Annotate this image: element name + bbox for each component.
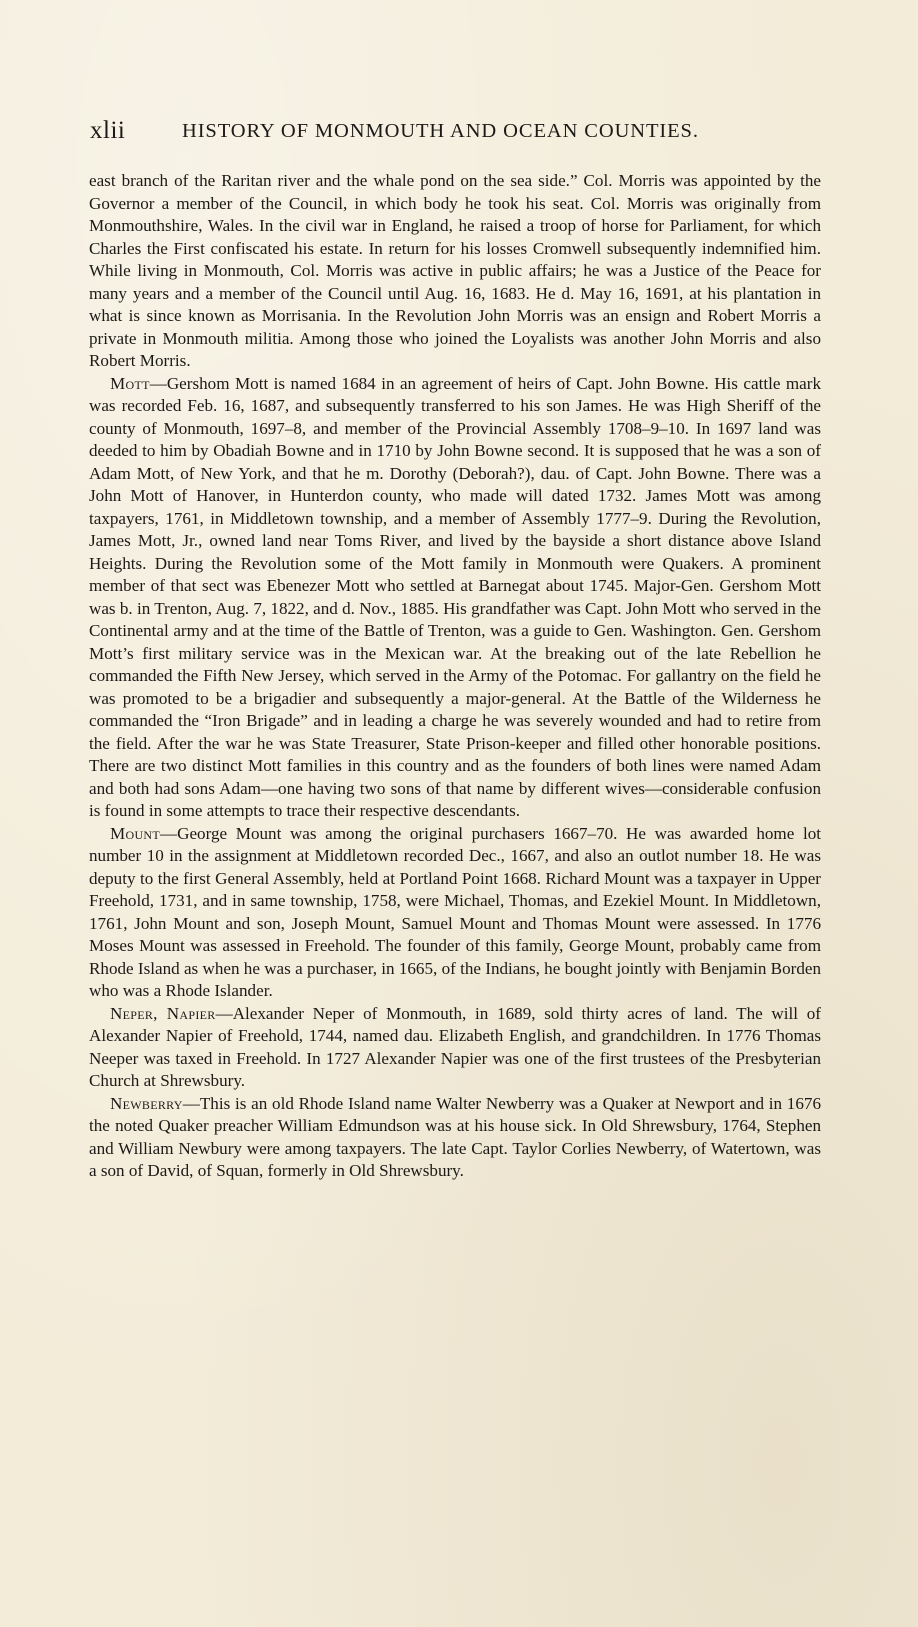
page-number: xlii [90,117,126,144]
entry-heading-mount: Mount [110,823,161,843]
entry-mott [89,373,821,823]
page-header [90,117,820,149]
entry-newberry [89,1093,821,1183]
entry-mount [89,823,821,1003]
entry-text-newberry: —This is an old Rhode Island name Walter Newberry was a Quaker at Newport and in 1676 the noted Quaker preacher William Edmundson was at his house sick. In Old Shrewsbury, 1764, Stephen and William Newbury were among taxpayers. The late Capt. Taylor Corlies Newberry, of Watertown, was a son of David, of Squan, formerly in Old Shrewsbury. [89,1093,821,1180]
entry-text-mount: —George Mount was among the original purchasers 1667–70. He was awarded home lot number 10 in the assignment at Middletown recorded Dec., 1667, and also an outlot number 18. He was deputy to the first General Assembly, held at Portland Point 1668. Richard Mount was a taxpayer in Upper Freehold, 1731, and in same township, 1758, were Michael, Thomas, and Ezekiel Mount. In Middletown, 1761, John Mount and son, Joseph Mount, Samuel Mount and Thomas Mount were assessed. In 1776 Moses Mount was assessed in Freehold. The founder of this family, George Mount, probably came from Rhode Island as when he was a purchaser, in 1665, of the Indians, he bought jointly with Benjamin Borden who was a Rhode Islander. [89,823,821,1000]
entry-heading-newberry: Newberry [110,1093,183,1113]
entry-neper [89,1003,821,1093]
paragraph-morris-continued: east branch of the Raritan river and the whale pond on the sea side.” Col. Morris was appointed by the Governor a member of the Council, in which body he took his seat. Col. Morris was originally from Monmouthshire, Wales. In the civil war in England, he raised a troop of horse for Parliament, for which Charles the First confiscated his estate. In return for his losses Cromwell subsequently indemnified him. While living in Monmouth, Col. Morris was active in public affairs; he was a Justice of the Peace for many years and a member of the Council until Aug. 16, 1683. He d. May 16, 1691, at his plantation in what is since known as Morrisania. In the Revolution John Morris was an ensign and Robert Morris a private in Monmouth militia. Among those who joined the Loyalists was another John Morris and also Robert Morris. [89,171,821,370]
body-text [89,170,821,1183]
running-head: HISTORY OF MONMOUTH AND OCEAN COUNTIES. [182,120,699,142]
entry-text-mott: —Gershom Mott is named 1684 in an agreement of heirs of Capt. John Bowne. His cattle mark was recorded Feb. 16, 1687, and subsequently transferred to his son James. He was High Sheriff of the county of Monmouth, 1697–8, and member of the Provincial Assembly 1708–9–10. In 1697 land was deeded to him by Obadiah Bowne and in 1710 by John Bowne second. It is supposed that he was a son of Adam Mott, of New York, and that he m. Dorothy (Deborah?), dau. of Capt. John Bowne. There was a John Mott of Hanover, in Hunterdon county, who made will dated 1732. James Mott was among taxpayers, 1761, in Middletown township, and a member of Assembly 1777–9. During the Revolution, James Mott, Jr., owned land near Toms River, and lived by the bayside a short distance above Island Heights. During the Revolution some of the Mott family in Monmouth were Quakers. A prominent member of that sect was Ebenezer Mott who settled at Barnegat about 1745. Major-Gen. Gershom Mott was b. in Trenton, Aug. 7, 1822, and d. Nov., 1885. His grandfather was Capt. John Mott who served in the Continental army and at the time of the Battle of Trenton, was a guide to Gen. Washington. Gen. Gershom Mott’s first military service was in the Mexican war. At the breaking out of the late Rebellion he commanded the Fifth New Jersey, which served in the Army of the Potomac. For gallantry on the field he was promoted to be a brigadier and subsequently a major-general. At the Battle of the Wilderness he commanded the “Iron Brigade” and in leading a charge he was severely wounded and had to retire from the field. After the war he was State Treasurer, State Prison-keeper and filled other honorable positions. There are two distinct Mott families in this country and as the founders of both lines were named Adam and both had sons Adam—one having two sons of that name by different wives—considerable confusion is found in some attempts to trace their respective descendants. [89,373,821,820]
entry-heading-neper: Neper, Napier [110,1003,216,1023]
entry-text-neper: —Alexander Neper of Monmouth, in 1689, sold thirty acres of land. The will of Alexander Napier of Freehold, 1744, named dau. Elizabeth English, and grandchildren. In 1776 Thomas Neeper was taxed in Freehold. In 1727 Alexander Napier was one of the first trustees of the Presbyterian Church at Shrewsbury. [89,1003,821,1090]
entry-heading-mott: Mott [110,373,150,393]
